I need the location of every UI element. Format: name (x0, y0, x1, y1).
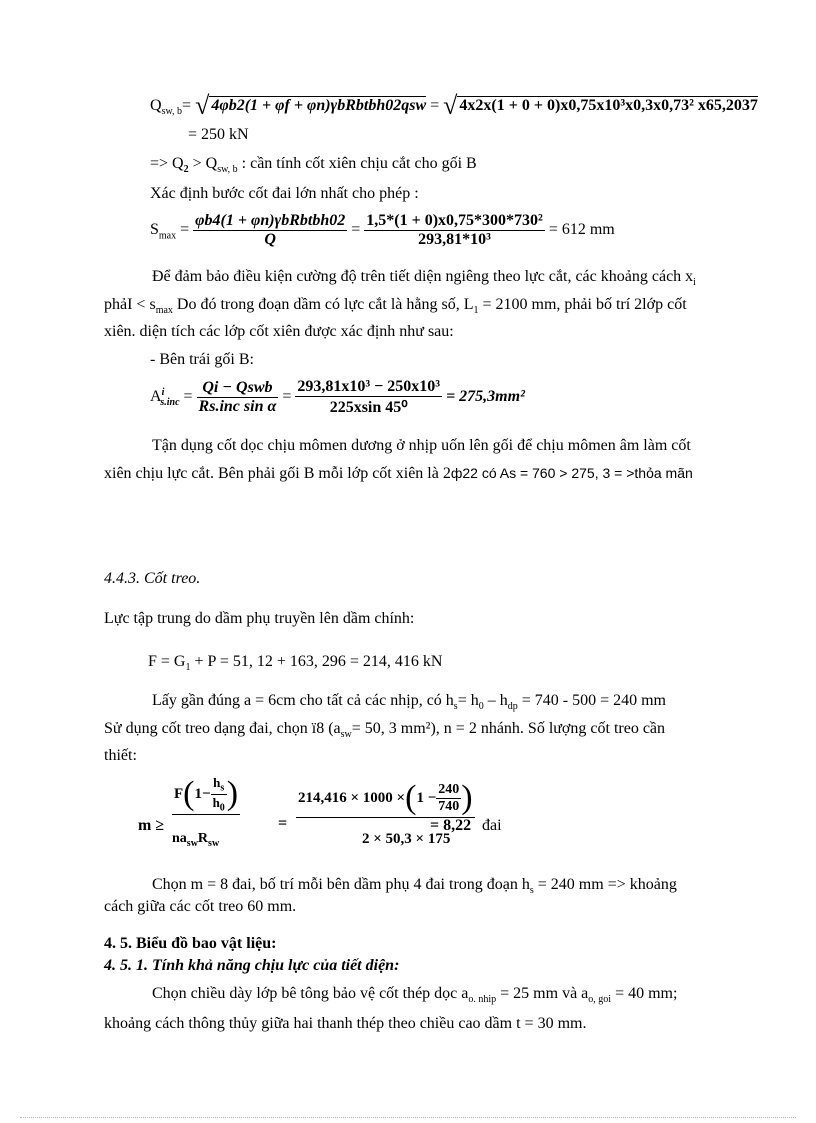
para2-line1: Tận dụng cốt dọc chịu mômen dương ở nhịp uốn lên gối để chịu mômen âm làm cốt (152, 437, 691, 454)
approx-line: Lấy gần đúng a = 6cm cho tất cả các nhịp, có $h_s= h_0 - h_{dp} = 740 - 500 = 240$ mm (152, 692, 666, 713)
use-line2: thiết: (104, 747, 137, 764)
use-line1: Sử dụng cốt treo dạng đai, chọn ï8 ($a_{sw}= 50$, 3 mm²), n = 2 nhánh. Số lượng cốt treo cần (104, 720, 666, 741)
compare-text: => Q (150, 155, 184, 172)
force-eq: F = G (148, 653, 186, 670)
smax-num-val: 1,5*(1 + 0)x0,75*300*730² (366, 212, 543, 229)
compare-line: => $Q_2 > Q_{sw, b}$ : cần tính cốt xiên chịu cắt cho gối B (150, 155, 477, 176)
heading-4-4-3 (104, 570, 200, 588)
smax-frac-val (364, 212, 545, 249)
para1-line1: Để đảm bảo điều kiện cường độ trên tiết diện ngiêng theo lực cắt, các khoảng cách $x_i$ (152, 268, 696, 289)
force-equation: $F = G_1 + P = 51$, 12 + 163, 296 = 214, 416 kN (148, 653, 443, 674)
use-l1: Sử dụng cốt treo dạng đai, chọn ï8 (a (104, 720, 341, 737)
compare-rest: > Q (188, 155, 218, 172)
page-bottom-rule (20, 1117, 796, 1118)
as-equation: $A^i_{s.inc}$ = $\frac{\text{Qi − Qswb}}{\text{Rs.inc sin α}}$ = $\frac{\text{293,81x10³ − 250x10³}}{\text{225xsin 45⁰}}$ = 275,3mm² (150, 378, 525, 416)
heading-4-5-1: 4. 5. 1. Tính khả năng chịu lực của tiết diện: (104, 957, 400, 974)
m-den-val: 2 × 50,3 × 175 (362, 831, 451, 847)
qswb-symbolic: 4φb2(1 + φf + φn)γbRbtbh02qsw (211, 97, 427, 114)
approx-d: = 740 - 500 = 240 mm (517, 692, 666, 709)
compare-tail: : cần tính cốt xiên chịu cắt cho gối B (237, 155, 477, 172)
compare-sub: sw, b (217, 164, 238, 176)
para1-l2: phảI < s (104, 296, 156, 313)
as-den-val: 225xsin 45⁰ (329, 399, 408, 416)
para1-line3: xiên. diện tích các lớp cốt xiên được xác định như sau: (104, 323, 454, 340)
use-l1b: = 50, 3 mm²), n = 2 nhánh. Số lượng cốt treo cần (351, 720, 666, 737)
m-label: m ≥ (138, 817, 165, 834)
final-l1c: = 40 mm; (611, 985, 678, 1002)
smax-label: S (150, 221, 159, 239)
para1-l1: Để đảm bảo điều kiện cường độ trên tiết diện ngiêng theo lực cắt, các khoảng cách x (152, 268, 694, 285)
m-num-sym: F(1− $\frac{h_s}{h_0}$ ) (174, 775, 239, 814)
smax-den-val: 293,81*10³ (418, 231, 491, 248)
para2-l2: xiên chịu lực cắt. Bên phải gối B mỗi lớp cốt xiên là 2 (104, 465, 451, 482)
force-intro: Lực tập trung do dầm phụ truyền lên dầm chính: (104, 610, 415, 627)
as-den-sym: Rs.inc sin α (198, 398, 277, 415)
final-line1: Chọn chiều dày lớp bê tông bảo vệ cốt thép dọc $a_{o. nhip} = 25$ mm và $a_{o, goi} = 40$ mm; (152, 985, 678, 1006)
para1-l2c: = 2100 mm, phải bố trí 2lớp cốt (478, 296, 687, 313)
as-frac-sym (197, 379, 279, 416)
as-frac-val (295, 378, 442, 417)
smax-result: = 612 mm (548, 221, 615, 239)
choose-l1: Chọn m = 8 đai, bố trí mỗi bên dầm phụ 4 đai trong đoạn h (152, 876, 530, 893)
smax-sub: max (158, 230, 177, 242)
as-num-sym: Qi − Qswb (197, 379, 279, 398)
heading-4-5: 4. 5. Biểu đồ bao vật liệu: (104, 935, 277, 952)
as-result: = 275,3mm² (446, 388, 525, 406)
h443-text: 4.4.3. Cốt treo. (104, 570, 201, 587)
para1-l2b: Do đó trong đoạn dầm có lực cắt là hằng số, L (172, 296, 474, 313)
m-num-val: 214,416 × 1000 ×(1 − $\frac{240}{740}$ ) (298, 779, 473, 816)
approx-c: – h (483, 692, 508, 709)
qswb-numeric: 4x2x(1 + 0 + 0)x0,75x10³x0,3x0,73² x65,2037 (459, 97, 758, 114)
m-num-val-text: 214,416 × 1000 × (298, 790, 406, 806)
choose-l1b: = 240 mm => khoảng (533, 876, 677, 893)
as-num-val: 293,81x10³ − 250x10³ (297, 378, 441, 395)
para1-line2: phảI < $s_{max}$ Do đó trong đoạn dầm có lực cắt là hằng số, $L_1 = 2100$ mm, phải bố trí 2lớp cốt (104, 296, 687, 317)
smax-equation: $S_{max}$ = $\frac{\text{φb4(1 + φn)γbRbtbh02}}{Q}$ = $\frac{\text{1,5*(1 + 0)x0,75*300*730²}}{\text{293,81*10³}}$ = 612 mm (150, 212, 615, 248)
approx-a: Lấy gần đúng a = 6cm cho tất cả các nhịp, có h (152, 692, 454, 709)
smax-intro: Xác định bước cốt đai lớn nhất cho phép : (150, 185, 419, 202)
final-line2: khoảng cách thông thủy giữa hai thanh thép theo chiều cao dầm t = 30 mm. (104, 1015, 587, 1032)
para2-line2 (104, 465, 693, 483)
qswb-equation: $Q_{sw, b}=$ √ 4φb2(1 + φf + φn)γbRbtbh02qsw = √ 4x2x(1 + 0 + 0)x0,75x10³x0,3x0,73² x65,2037 (150, 91, 758, 120)
choose-line2: cách giữa các cốt treo 60 mm. (104, 898, 297, 915)
qswb-sub: sw, b (161, 106, 183, 118)
qswb-label: Q (150, 97, 162, 114)
approx-b: = h (457, 692, 479, 709)
para2-l2b: ф22 có As = 760 > 275, 3 = >thỏa mãn (450, 465, 693, 481)
qswb-result: = 250 kN (188, 126, 249, 143)
smax-num-sym: φb4(1 + φn)γbRbtbh02 (195, 212, 346, 229)
choose-line1: Chọn m = 8 đai, bố trí mỗi bên dầm phụ 4 đai trong đoạn $h_s = 240$ mm => khoảng (152, 876, 677, 897)
as-label: A (150, 388, 162, 406)
final-l1: Chọn chiều dày lớp bê tông bảo vệ cốt thép dọc a (152, 985, 469, 1002)
m-unit: đai (482, 817, 502, 834)
m-result: = 8,22 (430, 817, 472, 834)
left-b: - Bên trái gối B: (150, 351, 254, 368)
final-l1b: = 25 mm và a (496, 985, 589, 1002)
smax-den-sym: Q (264, 231, 276, 248)
force-eq2: + P = 51, 12 + 163, 296 = 214, 416 kN (190, 653, 443, 670)
smax-frac-sym (193, 212, 347, 249)
